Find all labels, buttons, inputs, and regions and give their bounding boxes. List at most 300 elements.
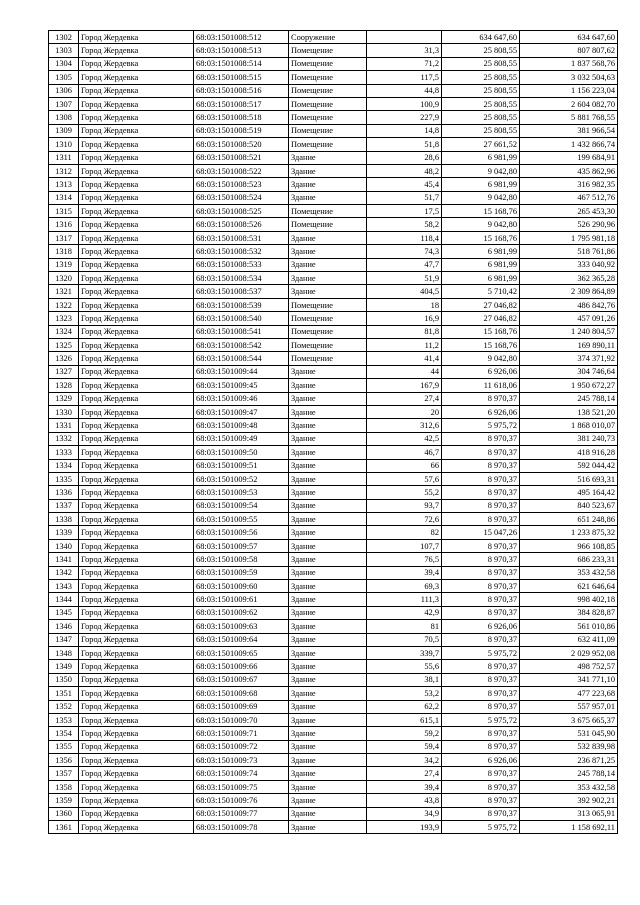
locality-cell: Город Жердевка [79,794,194,807]
locality-cell: Город Жердевка [79,620,194,633]
row-number: 1309 [49,124,79,137]
locality-cell: Город Жердевка [79,446,194,459]
cadastral-value-cell: 686 233,31 [520,553,618,566]
cadastral-number-cell: 68:03:1501008:542 [194,338,289,351]
cadastral-number-cell: 68:03:1501008:534 [194,272,289,285]
locality-cell: Город Жердевка [79,526,194,539]
object-type-cell: Здание [289,486,367,499]
table-row [49,459,618,472]
area-cell: 47,7 [367,258,442,271]
row-number: 1351 [49,687,79,700]
object-type-cell: Здание [289,794,367,807]
row-number: 1311 [49,151,79,164]
object-type-cell: Здание [289,740,367,753]
row-number: 1355 [49,740,79,753]
row-number: 1340 [49,539,79,552]
cadastral-value-cell: 384 828,87 [520,606,618,619]
table-row [49,807,618,820]
cadastral-value-cell: 313 065,91 [520,807,618,820]
area-cell: 48,2 [367,164,442,177]
specific-value-cell: 6 981,99 [442,178,520,191]
row-number: 1356 [49,754,79,767]
object-type-cell: Здание [289,379,367,392]
locality-cell: Город Жердевка [79,338,194,351]
object-type-cell: Здание [289,365,367,378]
table-row [49,539,618,552]
table-row [49,566,618,579]
table-row [49,245,618,258]
cadastral-value-cell: 498 752,57 [520,660,618,673]
object-type-cell: Здание [289,191,367,204]
table-row [49,499,618,512]
object-type-cell: Сооружение [289,31,367,44]
locality-cell: Город Жердевка [79,312,194,325]
cadastral-value-cell: 1 950 672,27 [520,379,618,392]
cadastral-value-cell: 392 902,21 [520,794,618,807]
area-cell: 62,2 [367,700,442,713]
area-cell: 51,7 [367,191,442,204]
cadastral-number-cell: 68:03:1501009:73 [194,754,289,767]
area-cell: 17,5 [367,205,442,218]
cadastral-value-cell: 518 761,86 [520,245,618,258]
cadastral-number-cell: 68:03:1501009:59 [194,566,289,579]
cadastral-value-cell: 621 646,64 [520,580,618,593]
row-number: 1342 [49,566,79,579]
cadastral-number-cell: 68:03:1501009:49 [194,432,289,445]
row-number: 1337 [49,499,79,512]
row-number: 1310 [49,138,79,151]
row-number: 1324 [49,325,79,338]
specific-value-cell: 8 970,37 [442,780,520,793]
cadastral-value-cell: 353 432,58 [520,780,618,793]
locality-cell: Город Жердевка [79,379,194,392]
row-number: 1347 [49,633,79,646]
locality-cell: Город Жердевка [79,566,194,579]
table-row [49,365,618,378]
locality-cell: Город Жердевка [79,57,194,70]
specific-value-cell: 8 970,37 [442,566,520,579]
cadastral-value-cell: 374 371,92 [520,352,618,365]
locality-cell: Город Жердевка [79,432,194,445]
cadastral-value-cell: 245 788,14 [520,392,618,405]
specific-value-cell: 15 047,26 [442,526,520,539]
table-body [49,31,618,834]
table-row [49,606,618,619]
object-type-cell: Помещение [289,138,367,151]
cadastral-value-cell: 966 108,85 [520,539,618,552]
area-cell: 81 [367,620,442,633]
cadastral-number-cell: 68:03:1501008:539 [194,298,289,311]
cadastral-value-cell: 1 233 875,32 [520,526,618,539]
locality-cell: Город Жердевка [79,365,194,378]
cadastral-number-cell: 68:03:1501008:544 [194,352,289,365]
specific-value-cell: 5 975,72 [442,646,520,659]
object-type-cell: Здание [289,660,367,673]
area-cell: 16,9 [367,312,442,325]
locality-cell: Город Жердевка [79,111,194,124]
locality-cell: Город Жердевка [79,285,194,298]
table-row [49,794,618,807]
object-type-cell: Помещение [289,352,367,365]
area-cell: 59,2 [367,727,442,740]
object-type-cell: Здание [289,620,367,633]
cadastral-number-cell: 68:03:1501008:533 [194,258,289,271]
cadastral-number-cell: 68:03:1501009:48 [194,419,289,432]
object-type-cell: Здание [289,432,367,445]
table-row [49,740,618,753]
locality-cell: Город Жердевка [79,539,194,552]
specific-value-cell: 8 970,37 [442,767,520,780]
cadastral-number-cell: 68:03:1501008:517 [194,97,289,110]
cadastral-value-cell: 1 156 223,04 [520,84,618,97]
specific-value-cell: 25 808,55 [442,84,520,97]
locality-cell: Город Жердевка [79,205,194,218]
specific-value-cell: 6 926,06 [442,754,520,767]
specific-value-cell: 8 970,37 [442,553,520,566]
table-row [49,312,618,325]
cadastral-value-cell: 199 684,91 [520,151,618,164]
table-row [49,713,618,726]
cadastral-value-cell: 840 523,67 [520,499,618,512]
area-cell: 227,9 [367,111,442,124]
row-number: 1313 [49,178,79,191]
row-number: 1359 [49,794,79,807]
cadastral-value-cell: 531 045,90 [520,727,618,740]
row-number: 1343 [49,580,79,593]
locality-cell: Город Жердевка [79,754,194,767]
locality-cell: Город Жердевка [79,472,194,485]
cadastral-value-cell: 1 158 692,11 [520,821,618,834]
locality-cell: Город Жердевка [79,713,194,726]
object-type-cell: Здание [289,754,367,767]
row-number: 1323 [49,312,79,325]
cadastral-value-cell: 557 957,01 [520,700,618,713]
object-type-cell: Здание [289,553,367,566]
cadastral-value-cell: 138 521,20 [520,405,618,418]
area-cell: 76,5 [367,553,442,566]
cadastral-value-cell: 634 647,60 [520,31,618,44]
locality-cell: Город Жердевка [79,71,194,84]
cadastral-number-cell: 68:03:1501009:51 [194,459,289,472]
cadastral-value-cell: 304 746,64 [520,365,618,378]
specific-value-cell: 6 981,99 [442,151,520,164]
cadastral-value-cell: 495 164,42 [520,486,618,499]
area-cell: 81,8 [367,325,442,338]
object-type-cell: Помещение [289,124,367,137]
locality-cell: Город Жердевка [79,218,194,231]
locality-cell: Город Жердевка [79,606,194,619]
table-row [49,111,618,124]
row-number: 1328 [49,379,79,392]
specific-value-cell: 5 975,72 [442,713,520,726]
cadastral-number-cell: 68:03:1501009:71 [194,727,289,740]
row-number: 1360 [49,807,79,820]
cadastral-number-cell: 68:03:1501009:77 [194,807,289,820]
area-cell: 55,6 [367,660,442,673]
table-row [49,687,618,700]
cadastral-value-cell: 1 837 568,76 [520,57,618,70]
object-type-cell: Помещение [289,338,367,351]
cadastral-number-cell: 68:03:1501008:519 [194,124,289,137]
cadastral-value-cell: 457 091,26 [520,312,618,325]
object-type-cell: Здание [289,673,367,686]
row-number: 1304 [49,57,79,70]
table-row [49,780,618,793]
object-type-cell: Здание [289,580,367,593]
specific-value-cell: 5 710,42 [442,285,520,298]
cadastral-number-cell: 68:03:1501009:63 [194,620,289,633]
area-cell: 55,2 [367,486,442,499]
cadastral-number-cell: 68:03:1501009:64 [194,633,289,646]
area-cell: 46,7 [367,446,442,459]
area-cell: 34,9 [367,807,442,820]
area-cell: 53,2 [367,687,442,700]
object-type-cell: Здание [289,258,367,271]
specific-value-cell: 8 970,37 [442,432,520,445]
area-cell: 615,1 [367,713,442,726]
table-row [49,673,618,686]
area-cell: 312,6 [367,419,442,432]
object-type-cell: Здание [289,446,367,459]
cadastral-number-cell: 68:03:1501009:62 [194,606,289,619]
locality-cell: Город Жердевка [79,405,194,418]
cadastral-number-cell: 68:03:1501009:68 [194,687,289,700]
area-cell: 11,2 [367,338,442,351]
cadastral-value-cell: 381 966,54 [520,124,618,137]
cadastral-value-cell: 381 240,73 [520,432,618,445]
cadastral-number-cell: 68:03:1501009:45 [194,379,289,392]
cadastral-value-cell: 236 871,25 [520,754,618,767]
object-type-cell: Здание [289,499,367,512]
row-number: 1322 [49,298,79,311]
table-row [49,593,618,606]
object-type-cell: Здание [289,151,367,164]
table-row [49,727,618,740]
specific-value-cell: 8 970,37 [442,727,520,740]
cadastral-value-cell: 467 512,76 [520,191,618,204]
cadastral-number-cell: 68:03:1501008:516 [194,84,289,97]
cadastral-number-cell: 68:03:1501009:58 [194,553,289,566]
specific-value-cell: 9 042,80 [442,164,520,177]
table-row [49,580,618,593]
specific-value-cell: 6 926,06 [442,365,520,378]
cadastral-number-cell: 68:03:1501008:513 [194,44,289,57]
row-number: 1307 [49,97,79,110]
object-type-cell: Здание [289,245,367,258]
locality-cell: Город Жердевка [79,499,194,512]
cadastral-number-cell: 68:03:1501009:52 [194,472,289,485]
area-cell: 27,4 [367,392,442,405]
cadastral-number-cell: 68:03:1501009:72 [194,740,289,753]
row-number: 1306 [49,84,79,97]
cadastral-value-cell: 632 411,09 [520,633,618,646]
specific-value-cell: 5 975,72 [442,419,520,432]
specific-value-cell: 8 970,37 [442,687,520,700]
specific-value-cell: 8 970,37 [442,580,520,593]
specific-value-cell: 15 168,76 [442,338,520,351]
object-type-cell: Здание [289,231,367,244]
cadastral-number-cell: 68:03:1501008:526 [194,218,289,231]
cadastral-value-cell: 265 453,30 [520,205,618,218]
locality-cell: Город Жердевка [79,660,194,673]
object-type-cell: Здание [289,713,367,726]
specific-value-cell: 27 046,82 [442,312,520,325]
object-type-cell: Здание [289,780,367,793]
locality-cell: Город Жердевка [79,178,194,191]
cadastral-number-cell: 68:03:1501009:65 [194,646,289,659]
area-cell: 111,3 [367,593,442,606]
area-cell: 74,3 [367,245,442,258]
row-number: 1333 [49,446,79,459]
specific-value-cell: 8 970,37 [442,633,520,646]
cadastral-number-cell: 68:03:1501008:521 [194,151,289,164]
cadastral-value-cell: 5 881 768,55 [520,111,618,124]
object-type-cell: Помещение [289,325,367,338]
object-type-cell: Здание [289,285,367,298]
specific-value-cell: 8 970,37 [442,513,520,526]
cadastral-value-cell: 1 795 981,18 [520,231,618,244]
table-row [49,446,618,459]
locality-cell: Город Жердевка [79,553,194,566]
locality-cell: Город Жердевка [79,633,194,646]
locality-cell: Город Жердевка [79,459,194,472]
area-cell: 42,9 [367,606,442,619]
area-cell: 70,5 [367,633,442,646]
row-number: 1312 [49,164,79,177]
area-cell: 20 [367,405,442,418]
area-cell: 58,2 [367,218,442,231]
specific-value-cell: 9 042,80 [442,191,520,204]
table-row [49,258,618,271]
area-cell: 93,7 [367,499,442,512]
row-number: 1329 [49,392,79,405]
locality-cell: Город Жердевка [79,151,194,164]
table-row [49,205,618,218]
table-row [49,57,618,70]
area-cell: 39,4 [367,780,442,793]
cadastral-number-cell: 68:03:1501009:61 [194,593,289,606]
specific-value-cell: 8 970,37 [442,472,520,485]
cadastral-number-cell: 68:03:1501009:47 [194,405,289,418]
cadastral-value-cell: 333 040,92 [520,258,618,271]
specific-value-cell: 8 970,37 [442,673,520,686]
specific-value-cell: 8 970,37 [442,807,520,820]
row-number: 1303 [49,44,79,57]
table-row [49,633,618,646]
specific-value-cell: 15 168,76 [442,205,520,218]
table-row [49,660,618,673]
table-row [49,231,618,244]
object-type-cell: Помещение [289,111,367,124]
area-cell: 14,8 [367,124,442,137]
row-number: 1361 [49,821,79,834]
table-row [49,298,618,311]
table-row [49,124,618,137]
table-row [49,432,618,445]
cadastral-number-cell: 68:03:1501008:515 [194,71,289,84]
locality-cell: Город Жердевка [79,245,194,258]
cadastral-value-cell: 532 839,98 [520,740,618,753]
cadastral-number-cell: 68:03:1501008:518 [194,111,289,124]
locality-cell: Город Жердевка [79,727,194,740]
row-number: 1321 [49,285,79,298]
area-cell: 118,4 [367,231,442,244]
table-row [49,138,618,151]
cadastral-value-cell: 245 788,14 [520,767,618,780]
specific-value-cell: 8 970,37 [442,606,520,619]
area-cell: 38,1 [367,673,442,686]
row-number: 1349 [49,660,79,673]
table-row [49,164,618,177]
locality-cell: Город Жердевка [79,780,194,793]
specific-value-cell: 25 808,55 [442,44,520,57]
specific-value-cell: 8 970,37 [442,392,520,405]
cadastral-value-cell: 998 402,18 [520,593,618,606]
object-type-cell: Здание [289,821,367,834]
cadastral-value-cell: 169 890,11 [520,338,618,351]
cadastral-number-cell: 68:03:1501009:67 [194,673,289,686]
table-row [49,821,618,834]
object-type-cell: Здание [289,392,367,405]
object-type-cell: Здание [289,566,367,579]
object-type-cell: Здание [289,593,367,606]
cadastral-number-cell: 68:03:1501008:541 [194,325,289,338]
cadastral-value-cell: 477 223,68 [520,687,618,700]
locality-cell: Город Жердевка [79,580,194,593]
cadastral-number-cell: 68:03:1501008:522 [194,164,289,177]
specific-value-cell: 6 926,06 [442,405,520,418]
table-row [49,405,618,418]
table-row [49,218,618,231]
specific-value-cell: 25 808,55 [442,97,520,110]
cadastral-number-cell: 68:03:1501009:69 [194,700,289,713]
table-row [49,379,618,392]
area-cell: 71,2 [367,57,442,70]
locality-cell: Город Жердевка [79,740,194,753]
row-number: 1357 [49,767,79,780]
cadastral-number-cell: 68:03:1501009:44 [194,365,289,378]
row-number: 1345 [49,606,79,619]
row-number: 1327 [49,365,79,378]
object-type-cell: Здание [289,727,367,740]
table-row [49,272,618,285]
object-type-cell: Здание [289,539,367,552]
cadastral-value-cell: 1 868 010,07 [520,419,618,432]
cadastral-number-cell: 68:03:1501009:60 [194,580,289,593]
specific-value-cell: 25 808,55 [442,57,520,70]
table-row [49,392,618,405]
cadastral-number-cell: 68:03:1501008:514 [194,57,289,70]
object-type-cell: Помещение [289,97,367,110]
area-cell: 28,6 [367,151,442,164]
area-cell: 43,8 [367,794,442,807]
area-cell: 51,8 [367,138,442,151]
table-row [49,513,618,526]
area-cell: 167,9 [367,379,442,392]
locality-cell: Город Жердевка [79,821,194,834]
specific-value-cell: 8 970,37 [442,660,520,673]
locality-cell: Город Жердевка [79,138,194,151]
cadastral-number-cell: 68:03:1501009:55 [194,513,289,526]
table-row [49,71,618,84]
locality-cell: Город Жердевка [79,392,194,405]
cadastral-number-cell: 68:03:1501009:54 [194,499,289,512]
cadastral-number-cell: 68:03:1501008:532 [194,245,289,258]
locality-cell: Город Жердевка [79,352,194,365]
cadastral-number-cell: 68:03:1501009:78 [194,821,289,834]
specific-value-cell: 6 981,99 [442,245,520,258]
cadastral-number-cell: 68:03:1501009:57 [194,539,289,552]
